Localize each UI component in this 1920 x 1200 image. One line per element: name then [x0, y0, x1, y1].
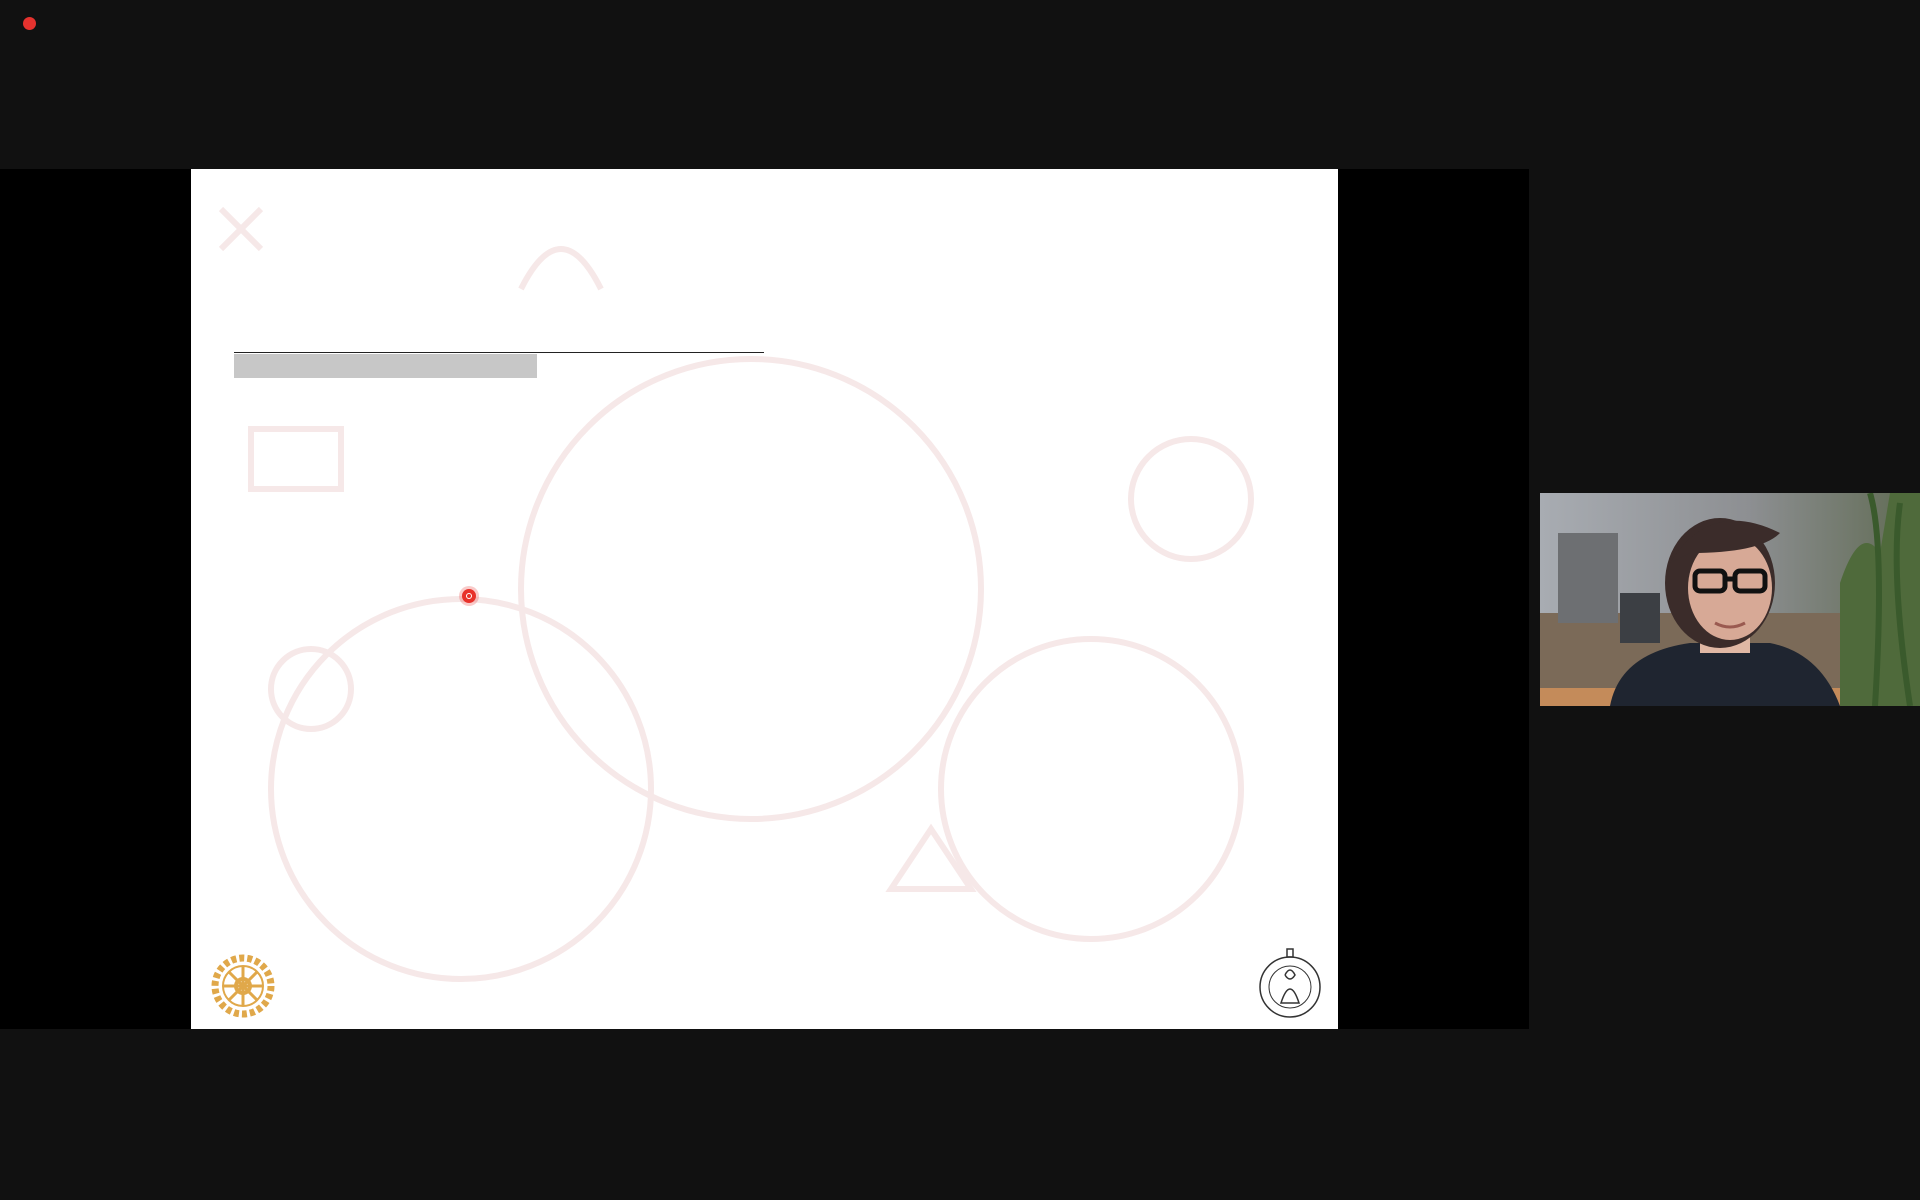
references-bar-chart	[811, 331, 1291, 671]
university-seal-logo	[1257, 945, 1323, 1023]
participant-video-tile[interactable]	[1540, 493, 1920, 706]
record-dot-icon	[23, 17, 36, 30]
presentation-slide	[191, 169, 1338, 1029]
paper-header	[234, 345, 764, 410]
paper-divider	[234, 352, 764, 353]
rotary-wheel-logo	[208, 951, 278, 1021]
laser-pointer	[462, 589, 476, 603]
paper-type-badge	[234, 354, 537, 378]
participant-video-frame	[1540, 493, 1920, 706]
recording-indicator	[23, 17, 43, 30]
